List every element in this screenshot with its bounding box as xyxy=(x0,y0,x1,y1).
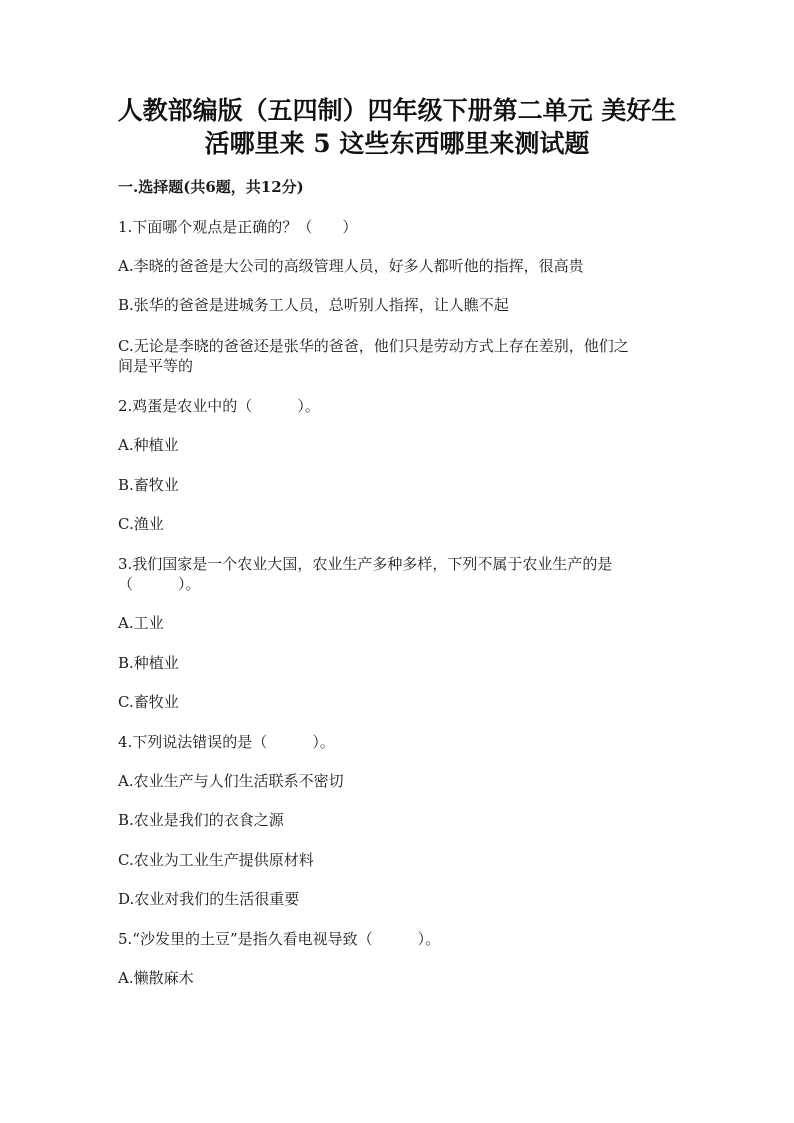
question-1-option-c-line-2: 间是平等的 xyxy=(118,357,194,375)
question-3-stem-line-1: 3.我们国家是一个农业大国，农业生产多种多样，下列不属于农业生产的是 xyxy=(118,555,613,573)
question-4-option-d: D.农业对我们的生活很重要 xyxy=(118,890,300,908)
question-4-option-a: A.农业生产与人们生活联系不密切 xyxy=(118,772,344,790)
question-3-option-a: A.工业 xyxy=(118,614,164,632)
question-3-option-b: B.种植业 xyxy=(118,654,179,672)
question-5-stem: 5.“沙发里的土豆”是指久看电视导致（ ）。 xyxy=(118,930,441,948)
question-1-stem: 1.下面哪个观点是正确的？（ ） xyxy=(118,218,358,236)
question-3-stem-line-2: （ ）。 xyxy=(118,575,201,593)
question-2-option-c: C.渔业 xyxy=(118,515,164,533)
section-heading: 一.选择题(共6题，共12分) xyxy=(118,178,304,196)
question-2-stem: 2.鸡蛋是农业中的（ ）。 xyxy=(118,397,320,415)
question-1-option-b: B.张华的爸爸是进城务工人员，总听别人指挥，让人瞧不起 xyxy=(118,296,509,314)
question-2-option-a: A.种植业 xyxy=(118,436,179,454)
document-title-line-1: 人教部编版（五四制）四年级下册第二单元 美好生 xyxy=(117,96,677,125)
document-title-line-2: 活哪里来 5 这些东西哪里来测试题 xyxy=(204,129,590,158)
question-3-option-c: C.畜牧业 xyxy=(118,693,179,711)
question-2-option-b: B.畜牧业 xyxy=(118,476,179,494)
question-1-option-c-line-1: C.无论是李晓的爸爸还是张华的爸爸，他们只是劳动方式上存在差别，他们之 xyxy=(118,337,629,355)
question-4-option-c: C.农业为工业生产提供原材料 xyxy=(118,851,314,869)
question-1-option-a: A.李晓的爸爸是大公司的高级管理人员，好多人都听他的指挥，很高贵 xyxy=(118,257,584,275)
question-4-option-b: B.农业是我们的衣食之源 xyxy=(118,811,284,829)
question-4-stem: 4.下列说法错误的是（ ）。 xyxy=(118,733,335,751)
question-5-option-a: A.懒散麻木 xyxy=(118,969,194,987)
